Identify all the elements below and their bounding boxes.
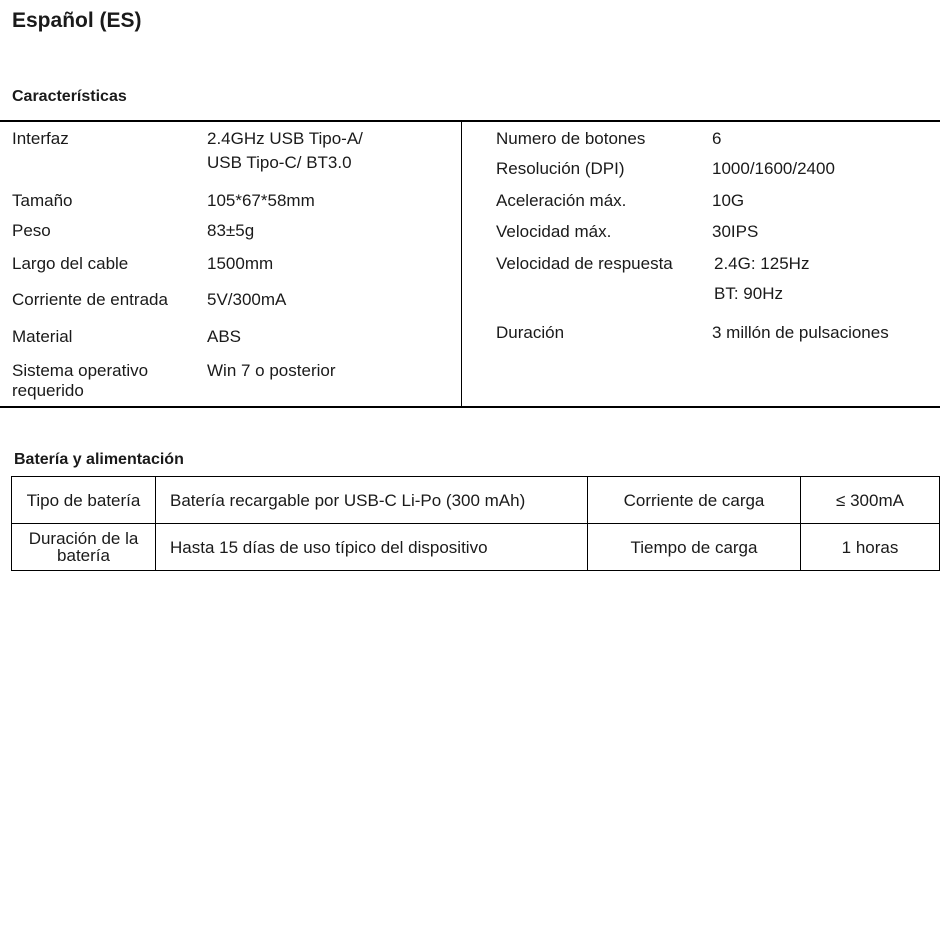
battery-cell-label-line2: batería (57, 546, 110, 565)
spec-label-velocidad-respuesta: Velocidad de respuesta (496, 254, 673, 273)
specs-column-divider (461, 120, 462, 408)
spec-label-sistema-operativo-line2: requerido (12, 381, 84, 400)
spec-value-velocidad-max: 30IPS (712, 222, 759, 241)
spec-value-interfaz-line2: USB Tipo-C/ BT3.0 (207, 153, 352, 172)
spec-label-largo-cable: Largo del cable (12, 254, 129, 273)
spec-label-tamano: Tamaño (12, 191, 73, 210)
spec-label-material: Material (12, 327, 73, 346)
spec-value-aceleracion: 10G (712, 191, 745, 210)
spec-value-interfaz-line1: 2.4GHz USB Tipo-A/ (207, 129, 363, 148)
battery-cell-value2: 1 horas (801, 524, 940, 571)
spec-value-numero-botones: 6 (712, 129, 722, 148)
spec-label-peso: Peso (12, 221, 51, 240)
spec-value-largo-cable: 1500mm (207, 254, 274, 273)
page-title: Español (ES) (12, 9, 142, 32)
battery-cell-value: Batería recargable por USB-C Li-Po (300 mAh) (156, 477, 588, 524)
specs-bottom-rule (0, 406, 940, 408)
specs-heading: Características (12, 88, 127, 105)
spec-label-numero-botones: Numero de botones (496, 129, 646, 148)
spec-value-material: ABS (207, 327, 242, 346)
spec-label-corriente-entrada: Corriente de entrada (12, 290, 168, 309)
spec-value-duracion: 3 millón de pulsaciones (712, 323, 889, 342)
battery-cell-label2: Corriente de carga (588, 477, 801, 524)
table-row (12, 524, 940, 571)
spec-value-velocidad-respuesta-line2: BT: 90Hz (714, 284, 783, 303)
spec-value-corriente-entrada: 5V/300mA (207, 290, 287, 309)
battery-cell-label-line1: Duración de la (28, 529, 139, 548)
spec-value-velocidad-respuesta-line1: 2.4G: 125Hz (714, 254, 810, 273)
battery-table (11, 476, 940, 571)
spec-label-interfaz: Interfaz (12, 129, 69, 148)
battery-cell-label (12, 524, 156, 571)
spec-value-peso: 83±5g (207, 221, 255, 240)
battery-cell-label2: Tiempo de carga (588, 524, 801, 571)
spec-label-duracion: Duración (496, 323, 565, 342)
spec-label-resolucion: Resolución (DPI) (496, 159, 625, 178)
spec-value-resolucion: 1000/1600/2400 (712, 159, 835, 178)
battery-cell-value: Hasta 15 días de uso típico del dispositivo (156, 524, 588, 571)
spec-value-sistema-operativo: Win 7 o posterior (207, 361, 336, 380)
spec-label-aceleracion: Aceleración máx. (496, 191, 627, 210)
specs-top-rule (0, 120, 940, 122)
spec-label-sistema-operativo-line1: Sistema operativo (12, 361, 149, 380)
table-row (12, 477, 940, 524)
spec-label-velocidad-max: Velocidad máx. (496, 222, 612, 241)
spec-value-tamano: 105*67*58mm (207, 191, 315, 210)
battery-cell-label: Tipo de batería (12, 477, 156, 524)
battery-cell-value2: ≤ 300mA (801, 477, 940, 524)
battery-heading: Batería y alimentación (14, 451, 184, 468)
